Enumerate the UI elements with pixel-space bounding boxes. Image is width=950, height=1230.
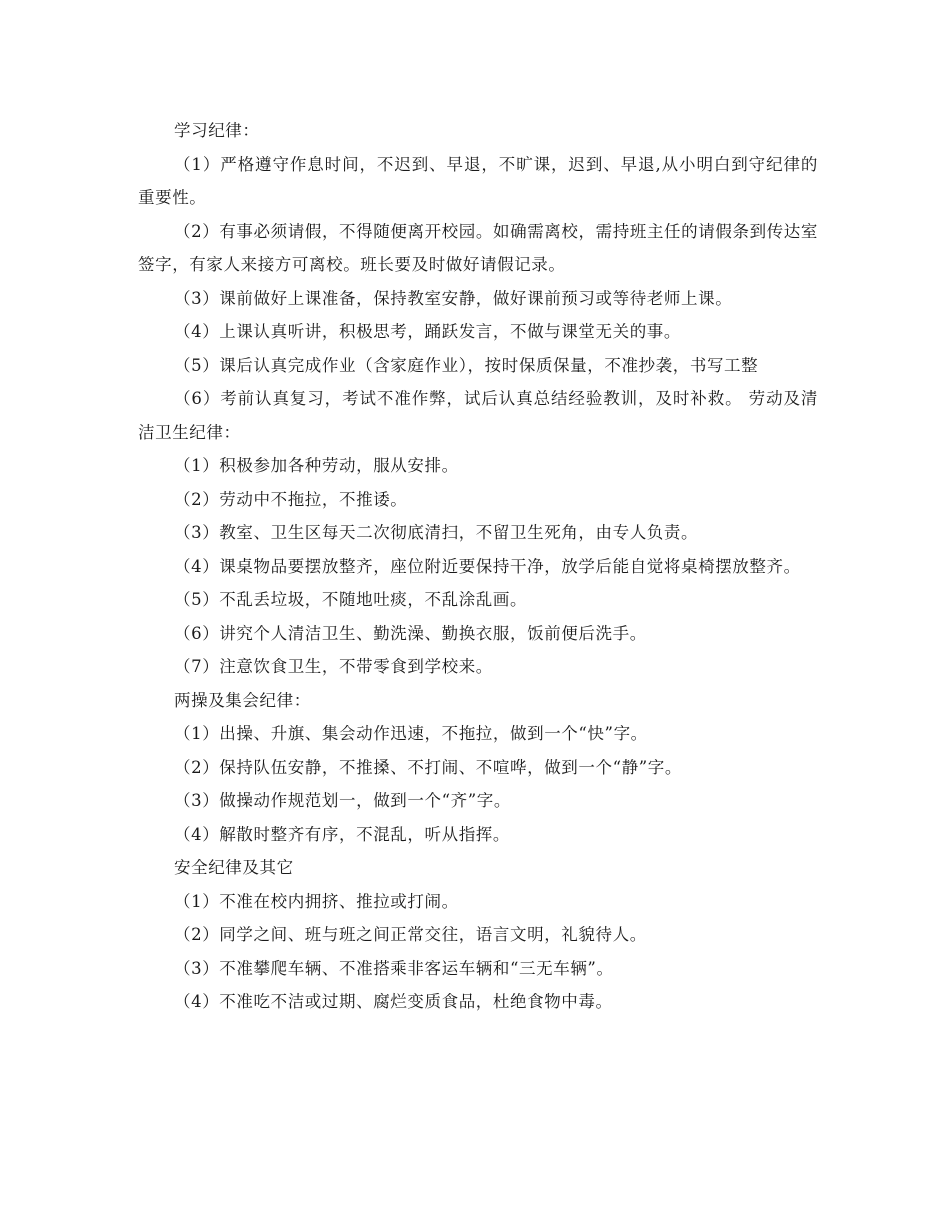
list-item: （2）劳动中不拖拉，不推诿。: [174, 489, 408, 509]
list-item: （5）不乱丢垃圾，不随地吐痰，不乱涂乱画。: [174, 590, 528, 609]
document-body: [138, 114, 818, 1019]
list-item: （5）课后认真完成作业（含家庭作业），按时保质保量，不准抄袭，书写工整: [174, 355, 759, 375]
list-item: （3）教室、卫生区每天二次彻底清扫，不留卫生死角，由专人负责。: [174, 523, 699, 542]
list-item: （1）积极参加各种劳动，服从安排。: [174, 456, 459, 475]
list-item: （7）注意饮食卫生，不带零食到学校来。: [174, 657, 493, 676]
list-item: （3）课前做好上课准备，保持教室安静，做好课前预习或等待老师上课。: [174, 288, 733, 308]
list-item: （3）不准攀爬车辆、不准搭乘非客运车辆和“三无车辆”。: [174, 958, 614, 978]
list-item: （2）保持队伍安静，不推搡、不打闹、不喧哗，做到一个“静”字。: [174, 757, 682, 777]
list-item: （2）同学之间、班与班之间正常交往，语言文明，礼貌待人。: [174, 925, 647, 944]
list-item: （1）严格遵守作息时间，不迟到、早退，不旷课，迟到、早退,从小明白到守纪律的重要性。: [138, 154, 818, 207]
list-item: （4）不准吃不洁或过期、腐烂变质食品，杜绝食物中毒。: [174, 992, 613, 1011]
heading-safety-discipline: 安全纪律及其它: [174, 858, 294, 877]
list-item: （3）做操动作规范划一，做到一个“齐”字。: [174, 791, 511, 810]
list-item: （4）解散时整齐有序，不混乱，听从指挥。: [174, 824, 510, 844]
list-item: （6）讲究个人清洁卫生、勤洗澡、勤换衣服，饭前便后洗手。: [174, 623, 647, 643]
list-item: （1）不准在校内拥挤、推拉或打闹。: [174, 891, 459, 911]
list-item: （1）出操、升旗、集会动作迅速，不拖拉，做到一个“快”字。: [174, 724, 648, 743]
list-item: （6）考前认真复习，考试不准作弊，试后认真总结经验教训，及时补救。 劳动及清洁卫生纪律：: [138, 389, 818, 442]
list-item: （4）课桌物品要摆放整齐，座位附近要保持干净，放学后能自觉将桌椅摆放整齐。: [174, 556, 801, 576]
heading-study-discipline: 学习纪律：: [174, 121, 260, 140]
list-item: （4）上课认真听讲，积极思考，踊跃发言，不做与课堂无关的事。: [174, 322, 681, 341]
heading-exercise-assembly-discipline: 两操及集会纪律：: [174, 690, 311, 710]
list-item: （2）有事必须请假，不得随便离开校园。如确需离校，需持班主任的请假条到传达室签字，有家人来接方可离校。班长要及时做好请假记录。: [138, 221, 818, 274]
